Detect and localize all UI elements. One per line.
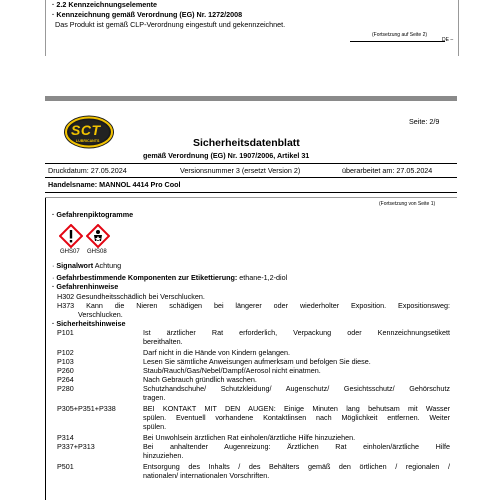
continued-from: (Fortsetzung von Seite 1) — [379, 201, 436, 207]
print-date: Druckdatum: 27.05.2024 — [48, 166, 127, 175]
precaution-text: bereithalten. — [143, 337, 183, 346]
page-gap — [0, 62, 500, 96]
hazard-heading: · Gefahrenhinweise — [52, 282, 119, 291]
precaution-text: Schutzhandschuhe/ Schutzkleidung/ Augenschutz/ Gesichtsschutz/ Gehörschutz — [143, 384, 450, 393]
hazard-statement: H373 Kann die Nieren schädigen bei längerer oder wiederholter Exposition. Expositionsweg: — [57, 301, 450, 310]
version-number: Versionsnummer 3 (ersetzt Version 2) — [180, 166, 301, 175]
pictogram-code: GHS08 — [87, 249, 107, 255]
precaution-code: P314 — [57, 433, 74, 442]
previous-page-fragment — [0, 0, 500, 62]
precaution-text: Entsorgung des Inhalts / des Behälters gemäß den örtlichen / regionalen / — [143, 462, 450, 471]
lang-code: DE – — [442, 37, 454, 43]
precaution-text: tragen. — [143, 393, 166, 402]
regulation-heading: · Kennzeichnung gemäß Verordnung (EG) Nr. 1272/2008 — [52, 10, 243, 19]
hazard-statement: Verschlucken. — [78, 310, 123, 319]
document-title: Sicherheitsdatenblatt — [193, 137, 300, 149]
pictograms-heading: · Gefahrenpiktogramme — [52, 210, 134, 219]
precaution-text: Bei Unwohlsein ärztlichen Rat einholen/ärztliche Hilfe hinzuziehen. — [143, 433, 356, 442]
precaution-text: Darf nicht in die Hände von Kindern gelangen. — [143, 348, 291, 357]
precaution-text: spülen. — [143, 422, 167, 431]
document-subtitle: gemäß Verordnung (EG) Nr. 1907/2006, Artikel 31 — [143, 151, 310, 160]
divider — [350, 41, 445, 42]
precaution-heading: · Sicherheitshinweise — [52, 319, 126, 328]
precaution-code: P337+P313 — [57, 442, 95, 451]
precaution-code: P264 — [57, 375, 74, 384]
divider — [45, 197, 457, 198]
precaution-code: P260 — [57, 366, 74, 375]
precaution-text: Lesen Sie sämtliche Anweisungen aufmerksam und befolgen Sie diese. — [143, 357, 371, 366]
divider — [45, 192, 457, 193]
precaution-text: Nach Gebrauch gründlich waschen. — [143, 375, 257, 384]
precaution-text: BEI KONTAKT MIT DEN AUGEN: Einige Minuten lang behutsam mit Wasser — [143, 404, 450, 413]
precaution-text: spülen. Eventuell vorhandene Kontaktlinsen nach Möglichkeit entfernen. Weiter — [143, 413, 450, 422]
precaution-text: nationalen/ internationalen Vorschriften. — [143, 471, 270, 480]
page-2 — [0, 96, 500, 500]
page-number: Seite: 2/9 — [409, 117, 440, 126]
pictogram-code: GHS07 — [60, 249, 80, 255]
revised-date: überarbeitet am: 27.05.2024 — [342, 166, 433, 175]
precaution-code: P101 — [57, 328, 74, 337]
precaution-text: Bei anhaltender Augenreizung: Ärztlichen Rat einholen/ärztliche Hilfe — [143, 442, 450, 451]
page-top-bar — [45, 96, 457, 101]
logo-subtext: LUBRICANTS — [76, 139, 100, 143]
trade-name: Handelsname: MANNOL 4414 Pro Cool — [48, 180, 181, 189]
precaution-code: P103 — [57, 357, 74, 366]
regulation-text: Das Produkt ist gemäß CLP-Verordnung eingestuft und gekennzeichnet. — [55, 20, 286, 29]
section-heading: · 2.2 Kennzeichnungselemente — [52, 0, 158, 9]
precaution-code: P280 — [57, 384, 74, 393]
content-box-border — [45, 197, 46, 500]
precaution-code: P501 — [57, 462, 74, 471]
hazard-statement: H302 Gesundheitsschädlich bei Verschlucken. — [57, 292, 205, 301]
divider — [45, 163, 457, 164]
precaution-text: Ist ärztlicher Rat erforderlich, Verpackung oder Kennzeichnungsetikett — [143, 328, 450, 337]
signal-word: · Signalwort Achtung — [52, 261, 122, 270]
precaution-text: Staub/Rauch/Gas/Nebel/Dampf/Aerosol nicht einatmen. — [143, 366, 321, 375]
health-hazard-icon — [86, 224, 110, 248]
continued-note: (Fortsetzung auf Seite 2) — [372, 32, 428, 38]
precaution-code: P102 — [57, 348, 74, 357]
precaution-text: hinzuziehen. — [143, 451, 184, 460]
exclamation-mark-icon — [59, 224, 83, 248]
logo-text: SCT — [71, 122, 101, 138]
divider — [45, 177, 457, 178]
precaution-code: P305+P351+P338 — [57, 404, 116, 413]
hazard-components: · Gefahrbestimmende Komponenten zur Etikettierung: ethane-1,2-diol — [52, 273, 288, 282]
